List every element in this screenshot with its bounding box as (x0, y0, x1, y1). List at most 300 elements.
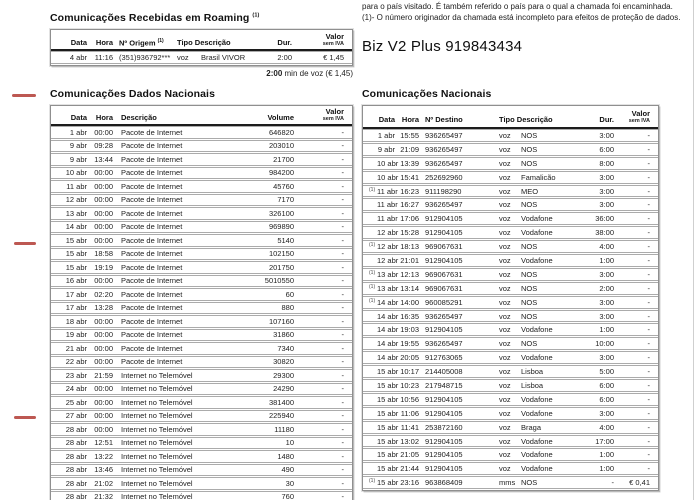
table-cell: Vodafone (521, 464, 553, 474)
table-cell: voz (499, 269, 511, 279)
table-cell: MEO (521, 186, 539, 196)
table-cell: 30820 (273, 357, 294, 367)
table-cell: (1) (369, 283, 376, 290)
table-cell: voz (499, 172, 511, 182)
table-cell: - (341, 249, 344, 259)
table-cell: 19:03 (400, 325, 419, 335)
table-cell: Internet no Telemóvel (121, 424, 193, 434)
table-cell: 10:56 (400, 394, 419, 404)
table-cell: 214405008 (425, 367, 463, 377)
table-cell: 00:00 (94, 276, 113, 286)
table-cell: voz (499, 408, 511, 418)
table-cell: voz (499, 283, 511, 293)
table-cell: voz (499, 214, 511, 224)
table-cell: - (341, 357, 344, 367)
table-cell: - (611, 478, 614, 488)
table-cell: 15:41 (400, 172, 419, 182)
table-cell: voz (499, 311, 511, 321)
table-cell: 21:05 (400, 450, 419, 460)
table-row (51, 261, 352, 274)
table-cell: 936265497 (425, 158, 463, 168)
table-cell: 13:28 (94, 303, 113, 313)
table-cell: 15 abr (65, 262, 87, 272)
table-cell: 7170 (277, 195, 294, 205)
table-row (363, 351, 658, 364)
table-cell: - (647, 450, 650, 460)
table-cell: - (341, 181, 344, 191)
table-row (51, 437, 352, 450)
table-cell: 9 abr (377, 144, 395, 154)
table-cell: 3:00 (599, 172, 614, 182)
table-cell: (1) (369, 478, 376, 485)
table-row (363, 240, 658, 253)
table-cell: 936265497 (425, 144, 463, 154)
col-header-valor (614, 110, 650, 124)
table-cell: 00:00 (94, 181, 113, 191)
table-cell: 912763065 (425, 353, 463, 363)
table-cell: - (647, 228, 650, 238)
table-cell: - (341, 154, 344, 164)
table-cell: 27 abr (65, 411, 87, 421)
table-cell: 14 abr (377, 311, 399, 321)
red-annotation-dash (14, 416, 36, 419)
table-cell: 13:02 (400, 436, 419, 446)
footnote-line: (1)- O número originador da chamada está incompleto para efeitos de proteção de dados. (362, 12, 681, 22)
table-cell: 969067631 (425, 269, 463, 279)
table-cell: 9 abr (69, 154, 87, 164)
table-row (51, 126, 352, 139)
table-cell: 17:00 (595, 436, 614, 446)
table-row (363, 476, 658, 489)
table-cell: Lisboa (521, 380, 544, 390)
col-header-origem (119, 38, 177, 48)
table-cell: - (341, 235, 344, 245)
col-header-data: Data (70, 38, 87, 47)
table-cell: 14:00 (400, 297, 419, 307)
table-cell: 936265497 (425, 130, 463, 140)
table-cell: 912904105 (425, 464, 463, 474)
roaming-summary-minutes: 2:00 (266, 69, 283, 78)
table-cell: 11:16 (94, 53, 113, 62)
table-row (363, 296, 658, 309)
table-cell: 252692960 (425, 172, 463, 182)
table-cell: Vodafone (521, 450, 553, 460)
table-cell: voz (499, 367, 511, 377)
table-cell: 31860 (273, 330, 294, 340)
table-cell: 960085291 (425, 297, 463, 307)
table-row (51, 167, 352, 180)
table-cell: 16:23 (400, 186, 419, 196)
table-cell: 10 abr (377, 158, 399, 168)
table-row (363, 365, 658, 378)
table-cell: 36:00 (595, 214, 614, 224)
table-cell: 00:00 (94, 330, 113, 340)
table-cell: 7340 (277, 343, 294, 353)
table-cell: Pacote de Internet (121, 154, 183, 164)
table-cell: Vodafone (521, 353, 553, 363)
table-cell: - (647, 144, 650, 154)
table-cell: voz (499, 130, 511, 140)
table-cell: - (647, 269, 650, 279)
table-row (51, 234, 352, 247)
table-cell: 11 abr (66, 181, 87, 191)
table-cell: 936265497 (425, 311, 463, 321)
table-row (51, 315, 352, 328)
col-header-valor (294, 108, 344, 122)
table-cell: 646820 (268, 127, 294, 137)
table-row (363, 282, 658, 295)
table-cell: 4:00 (599, 422, 614, 432)
col-header-valor-sub: sem IVA (322, 115, 344, 122)
table-cell: - (341, 397, 344, 407)
table-cell: Internet no Telemóvel (121, 397, 193, 407)
table-cell: voz (499, 339, 511, 349)
table-cell: 1:00 (599, 255, 614, 265)
table-cell: 11 abr (377, 186, 398, 196)
dados-table (50, 105, 353, 500)
table-cell: 15 abr (377, 380, 399, 390)
table-cell: - (647, 200, 650, 210)
table-cell: Pacote de Internet (121, 249, 183, 259)
table-row (51, 383, 352, 396)
section-title-text: Comunicações Recebidas em Roaming (50, 12, 250, 24)
table-row (51, 302, 352, 315)
table-cell: mms (499, 478, 516, 488)
table-cell: Pacote de Internet (121, 289, 183, 299)
table-cell: 2:00 (277, 53, 292, 62)
table-cell: 5010550 (264, 276, 294, 286)
table-cell: - (647, 242, 650, 252)
table-cell: 936265497 (425, 200, 463, 210)
red-annotation-dash (12, 94, 36, 97)
table-row (363, 310, 658, 323)
table-row (363, 226, 658, 239)
footnote-marker: (1) (157, 37, 164, 44)
table-cell: Internet no Telemóvel (121, 492, 193, 500)
table-cell: - (647, 158, 650, 168)
table-cell: voz (499, 158, 511, 168)
table-cell: 14 abr (377, 353, 399, 363)
roaming-table-body (51, 51, 352, 64)
table-cell: Vodafone (521, 255, 553, 265)
table-cell: 10 abr (377, 172, 399, 182)
table-row (363, 212, 658, 225)
table-cell: 4 abr (69, 53, 87, 62)
table-cell: 38:00 (595, 228, 614, 238)
table-cell: 21:44 (400, 464, 419, 474)
col-header-valor (292, 33, 344, 47)
table-row (363, 268, 658, 281)
table-cell: 15 abr (65, 249, 87, 259)
table-row (51, 396, 352, 409)
table-cell: 107160 (268, 316, 294, 326)
nacionais-table (362, 105, 659, 491)
col-header-volume: Volume (267, 113, 294, 122)
table-cell: - (647, 130, 650, 140)
table-cell: NOS (521, 339, 538, 349)
table-cell: 29300 (273, 370, 294, 380)
table-cell: Internet no Telemóvel (121, 465, 193, 475)
table-cell: - (341, 343, 344, 353)
table-cell: NOS (521, 158, 538, 168)
table-cell: 21:09 (400, 144, 419, 154)
table-cell: - (647, 297, 650, 307)
table-row (51, 153, 352, 166)
table-cell: 5:00 (599, 367, 614, 377)
table-row (51, 180, 352, 193)
table-cell: 00:00 (94, 343, 113, 353)
table-cell: 13:39 (400, 158, 419, 168)
col-header-hora: Hora (401, 115, 419, 124)
col-header-origem-text: Nº Origem (119, 38, 156, 47)
table-cell: 60 (285, 289, 294, 299)
table-cell: 25 abr (65, 397, 87, 407)
table-cell: - (341, 262, 344, 272)
table-cell: voz (499, 380, 511, 390)
table-cell: 201750 (268, 262, 294, 272)
table-cell: 15 abr (377, 478, 399, 488)
table-cell: Vodafone (521, 408, 553, 418)
table-cell: NOS (521, 283, 538, 293)
table-cell: 17 abr (65, 303, 87, 313)
table-cell: € 0,41 (629, 478, 650, 488)
table-cell: 15:28 (400, 228, 419, 238)
table-cell: - (647, 394, 650, 404)
table-cell: 912904105 (425, 408, 463, 418)
table-row (51, 356, 352, 369)
table-cell: 28 abr (65, 465, 87, 475)
dados-table-body (51, 126, 352, 500)
table-row (51, 369, 352, 382)
table-cell: 969067631 (425, 242, 463, 252)
table-cell: Pacote de Internet (121, 235, 183, 245)
table-cell: NOS (521, 200, 538, 210)
table-row (51, 140, 352, 153)
table-cell: - (341, 289, 344, 299)
table-cell: 3:00 (599, 353, 614, 363)
table-cell: - (341, 316, 344, 326)
table-cell: - (341, 168, 344, 178)
table-cell: 17:06 (400, 214, 419, 224)
table-cell: Vodafone (521, 394, 553, 404)
table-cell: Pacote de Internet (121, 208, 183, 218)
table-row (51, 194, 352, 207)
section-title (50, 12, 353, 24)
table-cell: 21:59 (94, 370, 113, 380)
table-cell: 19:55 (400, 339, 419, 349)
table-cell: 3:00 (599, 130, 614, 140)
red-annotation-dash (14, 242, 36, 245)
table-cell: 00:00 (94, 384, 113, 394)
table-cell: NOS (521, 297, 538, 307)
table-cell: Pacote de Internet (121, 262, 183, 272)
dados-table-header (51, 106, 352, 126)
table-cell: 14 abr (65, 222, 87, 232)
table-cell: - (647, 283, 650, 293)
table-cell: 13 abr (65, 208, 87, 218)
table-cell: NOS (521, 130, 538, 140)
table-cell: 880 (281, 303, 294, 313)
table-cell: - (341, 276, 344, 286)
table-cell: 3:00 (599, 200, 614, 210)
table-cell: 12 abr (377, 242, 399, 252)
table-cell: - (647, 380, 650, 390)
table-cell: 15 abr (377, 422, 399, 432)
table-cell: 6:00 (599, 394, 614, 404)
table-cell: 5140 (277, 235, 294, 245)
table-cell: 17 abr (65, 289, 87, 299)
table-cell: Pacote de Internet (121, 343, 183, 353)
table-cell: 760 (281, 492, 294, 500)
roaming-table (50, 29, 353, 66)
table-cell: Internet no Telemóvel (121, 478, 193, 488)
table-cell: 3:00 (599, 186, 614, 196)
table-cell: - (341, 208, 344, 218)
table-cell: 10:17 (400, 367, 419, 377)
table-cell: 21:32 (94, 492, 113, 500)
table-cell: - (341, 492, 344, 500)
table-cell: voz (499, 297, 511, 307)
table-cell: 13:22 (94, 451, 113, 461)
table-cell: 912904105 (425, 325, 463, 335)
table-cell: - (647, 422, 650, 432)
table-cell: - (341, 370, 344, 380)
col-header-data: Data (70, 113, 87, 122)
table-cell: 11:41 (400, 422, 419, 432)
table-cell: 18:13 (400, 242, 419, 252)
table-cell: 3:00 (599, 297, 614, 307)
table-row (51, 491, 352, 500)
table-cell: 28 abr (65, 451, 87, 461)
table-cell: - (647, 325, 650, 335)
table-cell: voz (499, 242, 511, 252)
table-cell: - (647, 339, 650, 349)
section-title: Comunicações Nacionais (362, 88, 492, 100)
section-title: Comunicações Dados Nacionais (50, 88, 216, 100)
table-cell: 18 abr (65, 316, 87, 326)
table-cell: 16 abr (65, 276, 87, 286)
table-row (363, 198, 658, 211)
nacionais-table-header (363, 106, 658, 129)
table-cell: Pacote de Internet (121, 181, 183, 191)
table-cell: (1) (369, 186, 376, 193)
table-row (363, 435, 658, 448)
table-row (51, 248, 352, 261)
table-cell: 15:55 (400, 130, 419, 140)
table-cell: 24290 (273, 384, 294, 394)
table-cell: 10 (285, 438, 294, 448)
table-cell: 00:00 (94, 316, 113, 326)
table-cell: 13:46 (94, 465, 113, 475)
table-cell: 02:20 (94, 289, 113, 299)
table-cell: - (647, 464, 650, 474)
table-cell: Pacote de Internet (121, 316, 183, 326)
col-header-hora: Hora (95, 113, 113, 122)
table-cell: 13 abr (377, 269, 399, 279)
table-cell: 00:00 (94, 208, 113, 218)
table-cell: 10:00 (595, 339, 614, 349)
roaming-section (50, 12, 353, 78)
table-cell: - (341, 330, 344, 340)
table-cell: 16:27 (400, 200, 419, 210)
table-cell: 12 abr (377, 228, 399, 238)
table-cell: 00:00 (94, 357, 113, 367)
table-cell: 912904105 (425, 436, 463, 446)
table-row (51, 423, 352, 436)
table-cell: € 1,45 (323, 53, 344, 62)
table-cell: 14 abr (377, 297, 399, 307)
table-cell: Brasil VIVOR (201, 53, 246, 62)
table-cell: Pacote de Internet (121, 127, 183, 137)
table-cell: 912904105 (425, 214, 463, 224)
table-row (51, 329, 352, 342)
table-cell: Vodafone (521, 325, 553, 335)
table-cell: NOS (521, 144, 538, 154)
table-cell: 912904105 (425, 228, 463, 238)
table-row (51, 288, 352, 301)
col-header-valor-text: Valor (325, 32, 344, 41)
footnote-marker: (1) (252, 12, 260, 19)
table-cell: 12:51 (94, 438, 113, 448)
table-cell: Braga (521, 422, 542, 432)
table-cell: - (647, 311, 650, 321)
table-cell: 12 abr (377, 255, 399, 265)
table-row (363, 171, 658, 184)
table-cell: 28 abr (65, 424, 87, 434)
dados-section (50, 88, 353, 500)
table-cell: 381400 (268, 397, 294, 407)
table-cell: Lisboa (521, 367, 544, 377)
table-cell: - (341, 303, 344, 313)
table-cell: 00:00 (94, 222, 113, 232)
table-cell: 912904105 (425, 450, 463, 460)
table-cell: voz (499, 255, 511, 265)
table-cell: 912904105 (425, 255, 463, 265)
table-cell: 00:00 (94, 235, 113, 245)
table-cell: 969067631 (425, 283, 463, 293)
table-cell: Vodafone (521, 228, 553, 238)
table-cell: 1 abr (69, 127, 87, 137)
table-cell: NOS (521, 242, 538, 252)
table-cell: Pacote de Internet (121, 141, 183, 151)
table-cell: voz (499, 394, 511, 404)
table-cell: 00:00 (94, 397, 113, 407)
table-cell: 15 abr (377, 464, 399, 474)
table-cell: 13:14 (400, 283, 419, 293)
table-cell: voz (499, 436, 511, 446)
table-cell: 11 abr (377, 214, 398, 224)
table-cell: NOS (521, 478, 538, 488)
table-cell: 23 abr (65, 370, 87, 380)
col-header-destino: Nº Destino (425, 115, 463, 124)
table-cell: 911198290 (425, 186, 462, 196)
table-cell: voz (499, 144, 511, 154)
table-cell: - (341, 438, 344, 448)
table-cell: (1) (369, 269, 376, 276)
table-cell: Pacote de Internet (121, 168, 183, 178)
table-cell: 1 abr (377, 130, 395, 140)
table-cell: 10:23 (400, 380, 419, 390)
table-row (363, 337, 658, 350)
table-cell: 1:00 (599, 464, 614, 474)
table-cell: Pacote de Internet (121, 276, 183, 286)
table-cell: 2:00 (599, 283, 614, 293)
table-cell: Internet no Telemóvel (121, 438, 193, 448)
table-cell: 00:00 (94, 127, 113, 137)
table-cell: 3:00 (599, 269, 614, 279)
table-cell: - (647, 255, 650, 265)
table-cell: - (647, 367, 650, 377)
